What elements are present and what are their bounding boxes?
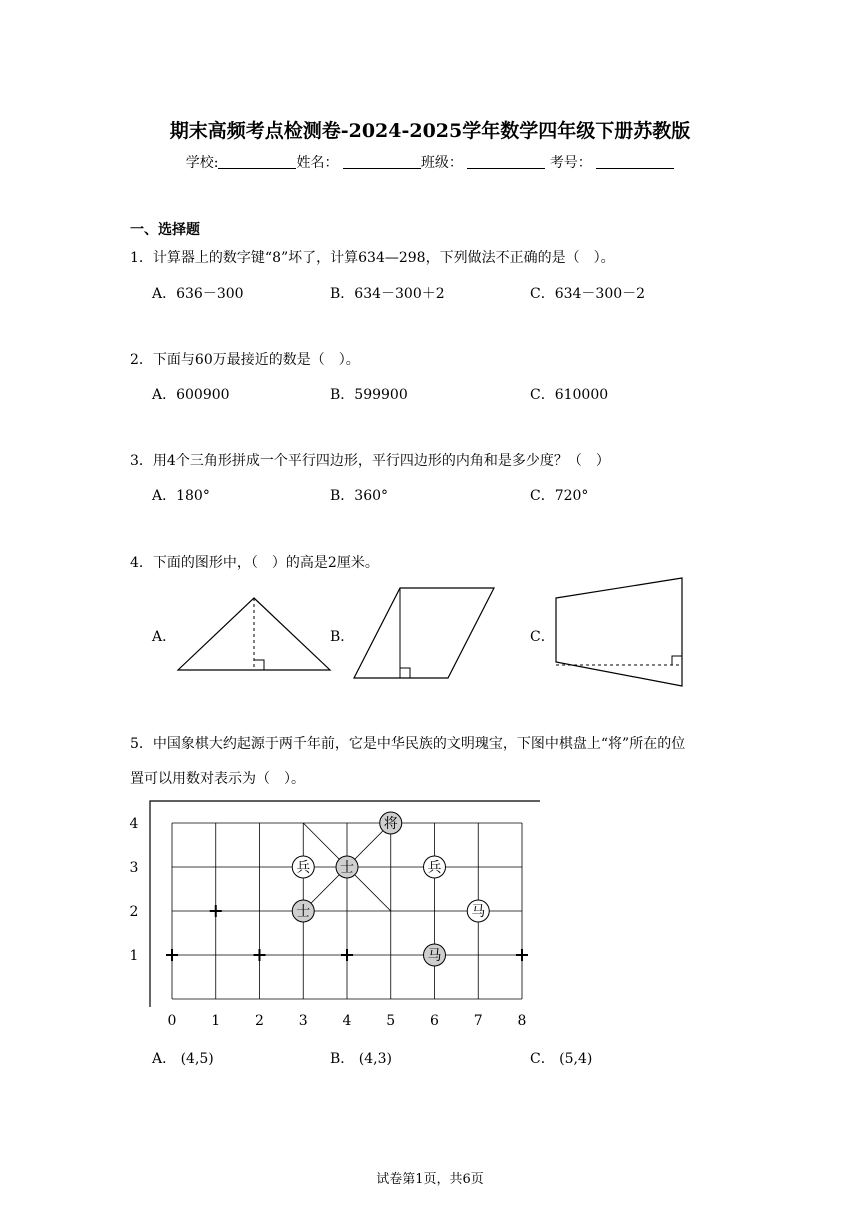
question-1-option-c[interactable]: C．634－300－2 xyxy=(530,286,646,302)
chess-piece-label: 将 xyxy=(383,816,398,832)
question-5-option-b-label: B． xyxy=(330,1051,355,1067)
question-5-text-line1: 5．中国象棋大约起源于两千年前，它是中华民族的文明瑰宝，下图中棋盘上“将”所在的位 xyxy=(130,736,686,752)
chess-board-figure xyxy=(120,795,540,1035)
class-label: 班级： xyxy=(420,155,463,171)
x-axis-label: 7 xyxy=(473,1013,483,1029)
y-axis-label: 2 xyxy=(129,904,139,920)
number-label: 考号： xyxy=(549,155,592,171)
triangle-figure xyxy=(170,590,338,672)
y-axis-label: 4 xyxy=(129,816,139,832)
question-2-text: 2．下面与60万最接近的数是（ ）。 xyxy=(130,352,360,368)
trapezoid-figure xyxy=(548,574,688,690)
question-5-option-b[interactable] xyxy=(330,1048,392,1068)
question-3-text: 3．用4个三角形拼成一个平行四边形，平行四边形的内角和是多少度？（ ） xyxy=(130,453,610,469)
question-5-option-b-value: (4,3) xyxy=(358,1051,392,1067)
name-label: 姓名： xyxy=(296,155,339,171)
question-5-option-a[interactable] xyxy=(152,1048,214,1068)
question-5-option-a-label: A． xyxy=(152,1051,177,1067)
question-4-option-b[interactable]: B． xyxy=(330,629,355,645)
x-axis-label: 3 xyxy=(298,1013,308,1029)
question-5-option-c-label: C． xyxy=(530,1051,555,1067)
question-3-option-a[interactable]: A．180° xyxy=(152,488,210,504)
school-blank[interactable] xyxy=(218,154,296,169)
x-axis-label: 0 xyxy=(167,1013,177,1029)
chess-piece-label: 马 xyxy=(427,948,442,964)
chess-piece-label: 士 xyxy=(340,860,354,876)
x-axis-label: 8 xyxy=(517,1013,527,1029)
question-1-text: 1．计算器上的数字键“8”坏了，计算634—298，下列做法不正确的是（ ）。 xyxy=(130,250,615,266)
number-blank[interactable] xyxy=(596,154,674,169)
question-3-option-c[interactable]: C．720° xyxy=(530,488,589,504)
question-5-option-c-value: (5,4) xyxy=(559,1051,593,1067)
name-blank[interactable] xyxy=(343,154,421,169)
x-axis-label: 1 xyxy=(211,1013,221,1029)
class-blank[interactable] xyxy=(467,154,545,169)
question-4-option-c[interactable]: C． xyxy=(530,629,555,645)
question-4-text: 4．下面的图形中，（ ）的高是2厘米。 xyxy=(130,555,379,571)
question-3-option-b[interactable]: B．360° xyxy=(330,488,389,504)
student-info-line xyxy=(0,152,860,172)
question-5-option-a-value: (4,5) xyxy=(180,1051,214,1067)
school-label: 学校: xyxy=(185,155,219,171)
section-title: 一、选择题 xyxy=(130,222,200,238)
question-2-option-c[interactable]: C．610000 xyxy=(530,387,609,403)
question-1-option-a[interactable]: A．636－300 xyxy=(152,286,244,302)
page-footer: 试卷第1页，共6页 xyxy=(376,1172,484,1187)
question-1-option-b[interactable]: B．634－300＋2 xyxy=(330,286,445,302)
y-axis-label: 3 xyxy=(129,860,139,876)
question-5-option-c[interactable] xyxy=(530,1048,592,1068)
y-axis-label: 1 xyxy=(129,948,139,964)
question-2-option-b[interactable]: B．599900 xyxy=(330,387,408,403)
x-axis-label: 4 xyxy=(342,1013,352,1029)
question-5-text-line2: 置可以用数对表示为（ ）。 xyxy=(130,771,305,787)
page-title: 期末高频考点检测卷-2024-2025学年数学四年级下册苏教版 xyxy=(169,120,691,142)
chess-piece-label: 士 xyxy=(296,904,311,920)
chess-piece-label: 兵 xyxy=(296,860,311,876)
x-axis-label: 5 xyxy=(386,1013,396,1029)
question-2-option-a[interactable]: A．600900 xyxy=(152,387,230,403)
question-4-option-a[interactable]: A． xyxy=(152,629,177,645)
x-axis-label: 2 xyxy=(255,1013,264,1029)
parallelogram-figure xyxy=(348,584,500,682)
chess-piece-label: 马 xyxy=(471,904,486,920)
chess-piece-label: 兵 xyxy=(427,860,442,876)
x-axis-label: 6 xyxy=(430,1013,439,1029)
